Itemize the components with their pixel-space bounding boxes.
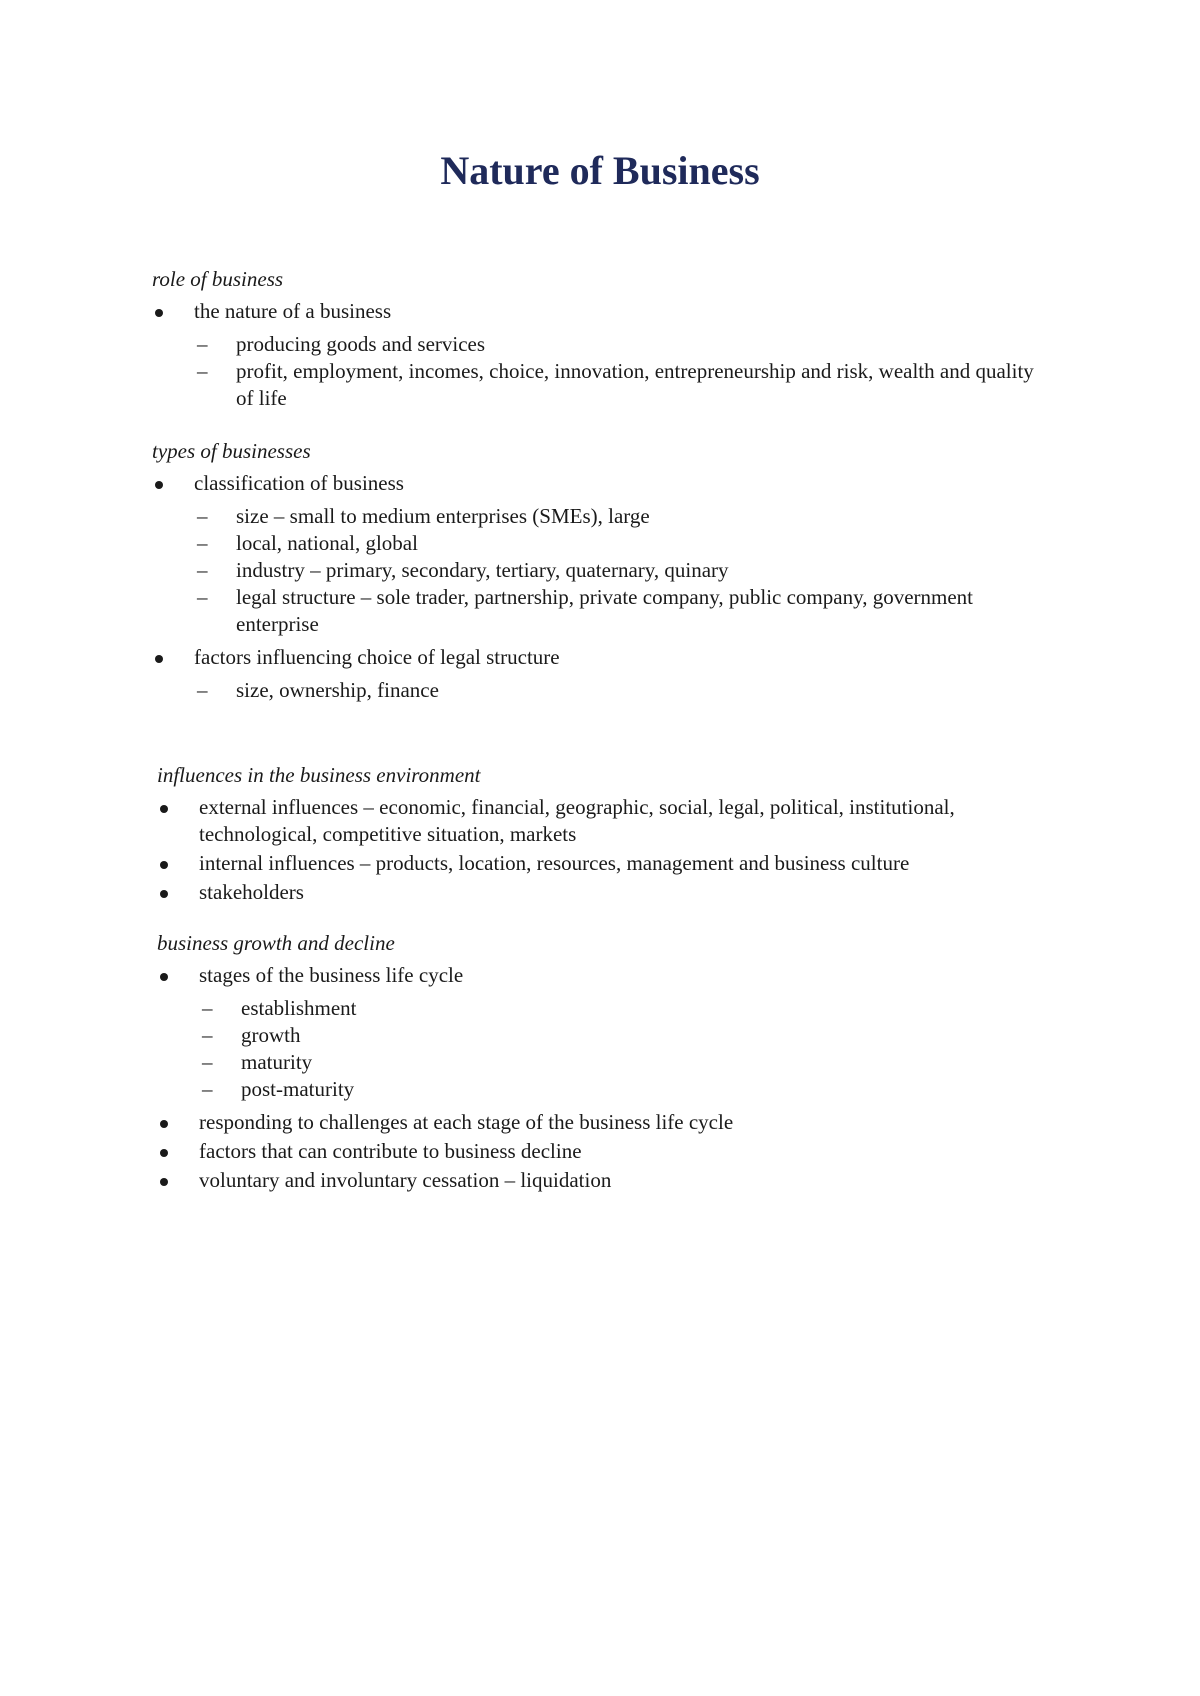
sub-list-item-text: growth [241,1023,301,1047]
sub-list-item-text: legal structure – sole trader, partnership, private company, public company, government enterprise [236,585,974,636]
sub-list [194,503,1052,638]
bullet-list [157,962,1057,1194]
bullet-icon [160,805,168,813]
sub-list-item [194,677,1052,704]
list-item-text: external influences – economic, financial, geographic, social, legal, political, institutional, technological, competitive situation, markets [199,795,955,846]
list-item-text: classification of business [194,471,404,495]
sub-list-item [194,530,1052,557]
bullet-icon [160,1120,168,1128]
sub-list-item-text: producing goods and services [236,332,486,356]
dash-icon: – [197,531,208,555]
section-influences [157,760,1057,908]
sub-list [199,995,1057,1103]
dash-icon: – [202,1023,213,1047]
list-item-text: voluntary and involuntary cessation – liquidation [199,1168,612,1192]
bullet-list [152,470,1052,704]
sub-list-item-text: maturity [241,1050,313,1074]
list-item-text: stages of the business life cycle [199,963,464,987]
list-item [157,794,1057,848]
section-growth-and-decline [157,928,1057,1196]
list-item-text: stakeholders [199,880,304,904]
bullet-list [152,298,1052,412]
dash-icon: – [197,504,208,528]
dash-icon: – [202,996,213,1020]
bullet-icon [155,309,163,317]
list-item-text: factors that can contribute to business decline [199,1139,582,1163]
dash-icon: – [202,1050,213,1074]
page-title: Nature of Business [440,148,760,193]
sub-list-item [194,331,1052,358]
sub-list-item [199,1022,1057,1049]
dash-icon: – [197,585,208,609]
list-item-text: the nature of a business [194,299,392,323]
section-heading: role of business [152,267,284,291]
sub-list-item [199,995,1057,1022]
sub-list-item-text: size – small to medium enterprises (SMEs), large [236,504,650,528]
section-heading: business growth and decline [157,931,395,955]
bullet-icon [160,1149,168,1157]
sub-list-item-text: post-maturity [241,1077,355,1101]
sub-list-item-text: industry – primary, secondary, tertiary, quaternary, quinary [236,558,729,582]
sub-list-item [194,358,1052,412]
list-item [157,962,1057,1103]
bullet-icon [160,1178,168,1186]
sub-list-item-text: profit, employment, incomes, choice, innovation, entrepreneurship and risk, wealth and quality of life [236,359,1034,410]
sub-list-item-text: local, national, global [236,531,418,555]
dash-icon: – [202,1077,213,1101]
section-heading: types of businesses [152,439,311,463]
sub-list-item [194,503,1052,530]
list-item-text: responding to challenges at each stage of the business life cycle [199,1110,734,1134]
list-item [152,644,1052,704]
section-heading: influences in the business environment [157,763,481,787]
list-item [152,298,1052,412]
bullet-icon [160,973,168,981]
dash-icon: – [197,558,208,582]
sub-list-item-text: establishment [241,996,357,1020]
section-types-of-businesses [152,436,1052,710]
sub-list-item-text: size, ownership, finance [236,678,439,702]
bullet-icon [155,481,163,489]
dash-icon: – [197,359,208,383]
dash-icon: – [197,332,208,356]
section-role-of-business [152,264,1052,418]
list-item-text: internal influences – products, location, resources, management and business culture [199,851,910,875]
sub-list-item [194,584,1052,638]
list-item [157,1167,1057,1194]
list-item [157,1109,1057,1136]
list-item [157,850,1057,877]
bullet-list [157,794,1057,906]
sub-list-item [199,1049,1057,1076]
bullet-icon [155,655,163,663]
list-item [157,879,1057,906]
list-item [152,470,1052,638]
list-item-text: factors influencing choice of legal structure [194,645,560,669]
dash-icon: – [197,678,208,702]
sub-list [194,677,1052,704]
sub-list [194,331,1052,412]
sub-list-item [194,557,1052,584]
bullet-icon [160,890,168,898]
list-item [157,1138,1057,1165]
sub-list-item [199,1076,1057,1103]
bullet-icon [160,861,168,869]
